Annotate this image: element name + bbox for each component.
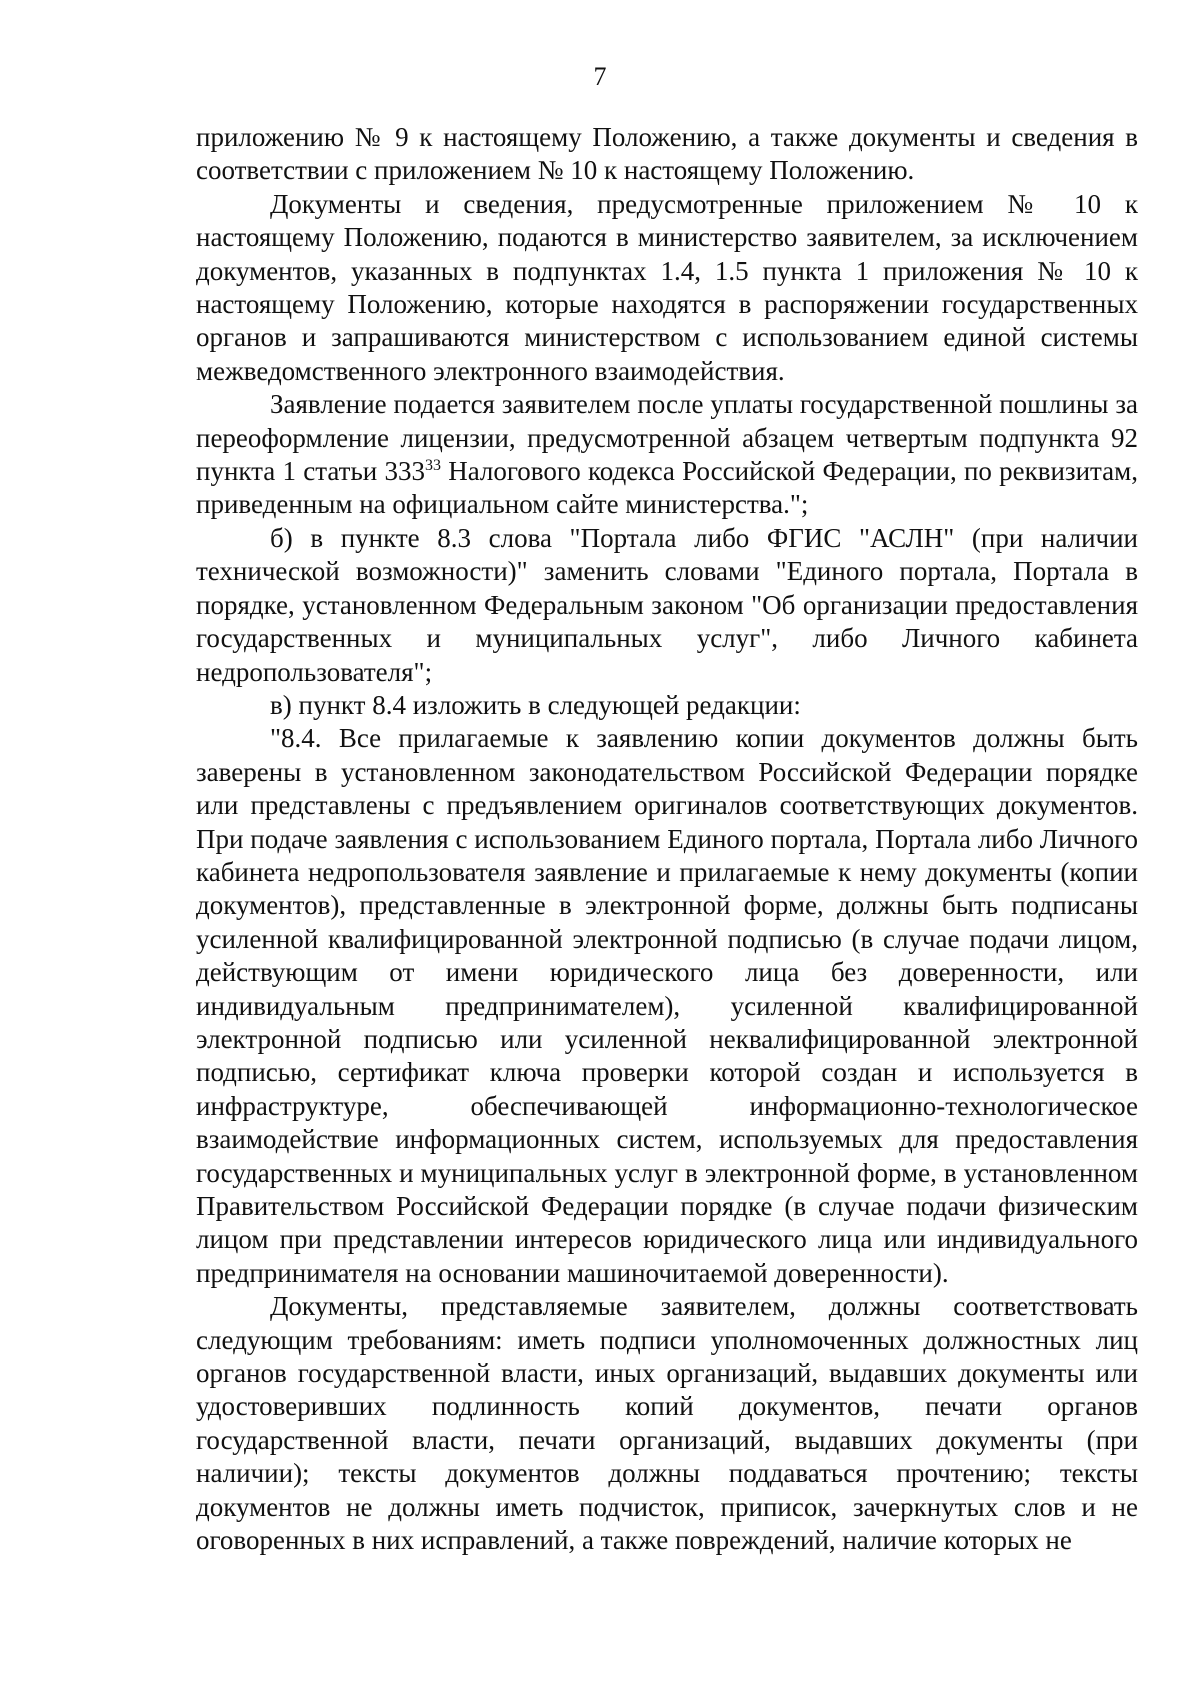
paragraph-8-4: "8.4. Все прилагаемые к заявлению копии документов должны быть заверены в установленном законодательством Российской Федерации порядке или представлены с предъявлением оригиналов соответствующих документов. При подаче заявления с использованием Единого портала, Портала либо Личного кабинета недропользователя заявление и прилагаемые к нему документы (копии документов), представленные в электронной форме, должны быть подписаны усиленной квалифицированной электронной подписью (в случае подачи лицом, действующим от имени юридического лица без доверенности, или индивидуальным предпринимателем), усиленной квалифицированной электронной подписью или усиленной неквалифицированной электронной подписью, сертификат ключа проверки которой создан и используется в инфраструктуре, обеспечивающей информационно-технологическое взаимодействие информационных систем, используемых для предоставления государственных и муниципальных услуг в электронной форме, в установленном Правительством Российской Федерации порядке (в случае подачи физическим лицом при представлении интересов юридического лица или индивидуального предпринимателя на основании машиночитаемой доверенности). xyxy=(196,723,1138,1288)
article-superscript: 33 xyxy=(424,457,441,475)
paragraph-documents-submission: Документы и сведения, предусмотренные приложением № 10 к настоящему Положению, подаются в министерство заявителем, за исключением документов, указанных в подпунктах 1.4, 1.5 пункта 1 приложения № 10 к настоящему Положению, которые находятся в распоряжении государственных органов и запрашиваются министерством с использованием единой системы межведомственного электронного взаимодействия. xyxy=(196,188,1138,386)
paragraph-document-requirements: Документы, представляемые заявителем, должны соответствовать следующим требованиям: иметь подписи уполномоченных должностных лиц органов государственной власти, иных организаций, выдавших документы или удостоверивших подлинность копий документов, печати органов государственной власти, печати организаций, выдавших документы (при наличии); тексты документов должны поддаваться прочтению; тексты документов не должны иметь подчисток, приписок, зачеркнутых слов и не оговоренных в них исправлений, а также повреждений, наличие которых не xyxy=(196,1291,1138,1556)
paragraph-continuation: приложению № 9 к настоящему Положению, а также документы и сведения в соответствии с приложением № 10 к настоящему Положению. xyxy=(196,122,1138,186)
paragraph-item-b: б) в пункте 8.3 слова "Портала либо ФГИС "АСЛН" (при наличии технической возможности)" заменить словами "Единого портала, Портала в порядке, установленном Федеральным законом "Об организации предоставления государственных и муниципальных услуг", либо Личного кабинета недропользователя"; xyxy=(196,522,1138,687)
page-number: 7 xyxy=(593,62,607,91)
document-body xyxy=(196,121,1138,1557)
paragraph-state-duty xyxy=(196,388,1138,522)
state-duty-text-end: Налогового кодекса Российской Федерации, по реквизитам, приведенным на официальном сайте министерства."; xyxy=(196,456,1138,520)
paragraph-item-v: в) пункт 8.4 изложить в следующей редакции: xyxy=(270,689,801,720)
state-duty-text-start: Заявление подается заявителем после уплаты государственной пошлины за переоформление лицензии, предусмотренной абзацем четвертым подпункта 92 пункта 1 статьи 333 xyxy=(196,389,1138,487)
